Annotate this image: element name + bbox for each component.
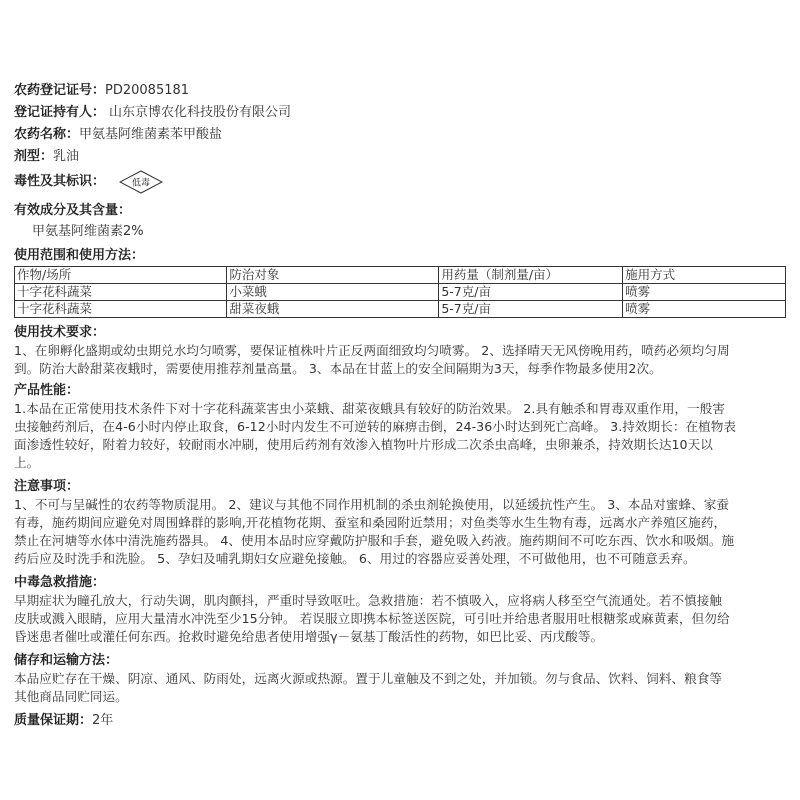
technique-line: 1、在卵孵化盛期或幼虫期兑水均匀喷雾，要保证植株叶片正反两面细致均匀喷雾。 2、选择晴天无风傍晚用药，喷药必须均匀周 [14, 343, 730, 358]
warranty-row [14, 712, 786, 730]
holder-label: 登记证持有人： [14, 105, 106, 120]
formulation-value: 乳油 [53, 149, 80, 164]
usage-cell-crop: 十字花科蔬菜 [15, 284, 227, 301]
precautions-line: 有毒，施药期间应避免对周围蜂群的影响,开花植物花期、蚕室和桑园附近禁用；对鱼类等水生生物有毒，远离水产养殖区施药， [14, 515, 727, 530]
formulation-label: 剂型： [14, 149, 54, 164]
registration-label: 农药登记证号： [14, 83, 106, 98]
registration-number: PD20085181 [105, 83, 190, 98]
performance-line: 虫接触药剂后，在4-6小时内停止取食，6-12小时内发生不可逆转的麻痹击倒，24-36小时达到死亡高峰。 3.持效期长：在植物表 [14, 419, 737, 434]
performance-line: 上。 [14, 455, 40, 470]
performance-paragraph [14, 400, 786, 472]
holder-value: 山东京博农化科技股份有限公司 [109, 105, 292, 120]
usage-heading: 使用范围和使用方法： [14, 248, 145, 263]
usage-header-method: 施用方式 [623, 267, 786, 284]
usage-header-dosage: 用药量（制剂量/亩） [439, 267, 623, 284]
precautions-heading: 注意事项： [14, 479, 80, 494]
low-toxicity-mark-text: 低毒 [132, 178, 151, 189]
usage-cell-dosage: 5-7克/亩 [439, 301, 623, 318]
technique-paragraph [14, 342, 786, 378]
table-row [15, 284, 786, 301]
usage-header-target: 防治对象 [227, 267, 439, 284]
formulation-row [14, 148, 786, 166]
technique-heading: 使用技术要求： [14, 325, 106, 340]
name-label: 农药名称： [14, 127, 80, 142]
poisoning-line: 昏迷患者催吐或灌任何东西。抢救时避免给患者使用增强γ－氨基丁酸活性的药物，如巴比妥、丙戊酸等。 [14, 629, 604, 644]
ingredients-value: 甲氨基阿维菌素2% [32, 224, 144, 239]
table-row [15, 301, 786, 318]
usage-cell-dosage: 5-7克/亩 [439, 284, 623, 301]
storage-line: 本品应贮存在干燥、阴凉、通风、防雨处，远离火源或热源。置于儿童触及不到之处，并加锁。勿与食品、饮料、饲料、粮食等 [14, 671, 723, 686]
precautions-line: 禁止在河塘等水体中清洗施药器具。 4、使用本品时应穿戴防护服和手套，避免吸入药液。施药期间不可吃东西、饮水和吸烟。施 [14, 533, 735, 548]
usage-cell-crop: 十字花科蔬菜 [15, 301, 227, 318]
poisoning-line: 皮肤或溅入眼睛，应用大量清水冲洗至少15分钟。 若误服立即携本标签送医院，可引吐并给患者服用吐根糖浆或麻黄素，但勿给 [14, 611, 730, 626]
usage-cell-target: 甜菜夜蛾 [227, 301, 439, 318]
storage-paragraph [14, 670, 786, 706]
usage-cell-method: 喷雾 [623, 301, 786, 318]
poisoning-paragraph [14, 592, 786, 646]
usage-table [14, 266, 786, 318]
pesticide-label-document [14, 82, 786, 730]
low-toxicity-diamond-icon [119, 170, 163, 194]
technique-line: 到。防治大龄甜菜夜蛾时，需要使用推荐剂量高量。 3、本品在甘蓝上的安全间隔期为3天，每季作物最多使用2次。 [14, 361, 662, 376]
name-value: 甲氨基阿维菌素苯甲酸盐 [79, 127, 223, 142]
precautions-line: 1、不可与呈碱性的农药等物质混用。 2、建议与其他不同作用机制的杀虫剂轮换使用，以延缓抗性产生。 3、本品对蜜蜂、家蚕 [14, 497, 730, 512]
usage-header-crop: 作物/场所 [15, 267, 227, 284]
usage-table-header-row [15, 267, 786, 284]
performance-line: 面渗透性较好，附着力较好，较耐雨水冲刷，使用后药剂有效渗入植物叶片形成二次杀虫高峰，虫卵兼杀，持效期长达10天以 [14, 437, 713, 452]
warranty-value: 2年 [92, 713, 114, 728]
toxicity-row [14, 170, 786, 194]
storage-heading: 储存和运输方法： [14, 653, 119, 668]
usage-cell-target: 小菜蛾 [227, 284, 439, 301]
registration-row [14, 82, 786, 100]
poisoning-line: 早期症状为瞳孔放大，行动失调，肌肉颤抖，严重时导致呕吐。急救措施：若不慎吸入，应将病人移至空气流通处。若不慎接触 [14, 593, 723, 608]
holder-row [14, 104, 786, 122]
poisoning-heading: 中毒急救措施： [14, 575, 106, 590]
performance-heading: 产品性能： [14, 383, 80, 398]
storage-line: 其他商品同贮同运。 [14, 689, 128, 704]
performance-line: 1.本品在正常使用技术条件下对十字花科蔬菜害虫小菜蛾、甜菜夜蛾具有较好的防治效果。 2.具有触杀和胃毒双重作用，一般害 [14, 401, 726, 416]
warranty-label: 质量保证期： [14, 713, 93, 728]
name-row [14, 126, 786, 144]
toxicity-label: 毒性及其标识： [14, 174, 106, 189]
usage-cell-method: 喷雾 [623, 284, 786, 301]
precautions-line: 药后应及时洗手和洗脸。 5、孕妇及哺乳期妇女应避免接触。 6、用过的容器应妥善处理，不可做他用，也不可随意丢弃。 [14, 551, 696, 566]
ingredients-heading: 有效成分及其含量： [14, 203, 132, 218]
precautions-paragraph [14, 496, 786, 568]
